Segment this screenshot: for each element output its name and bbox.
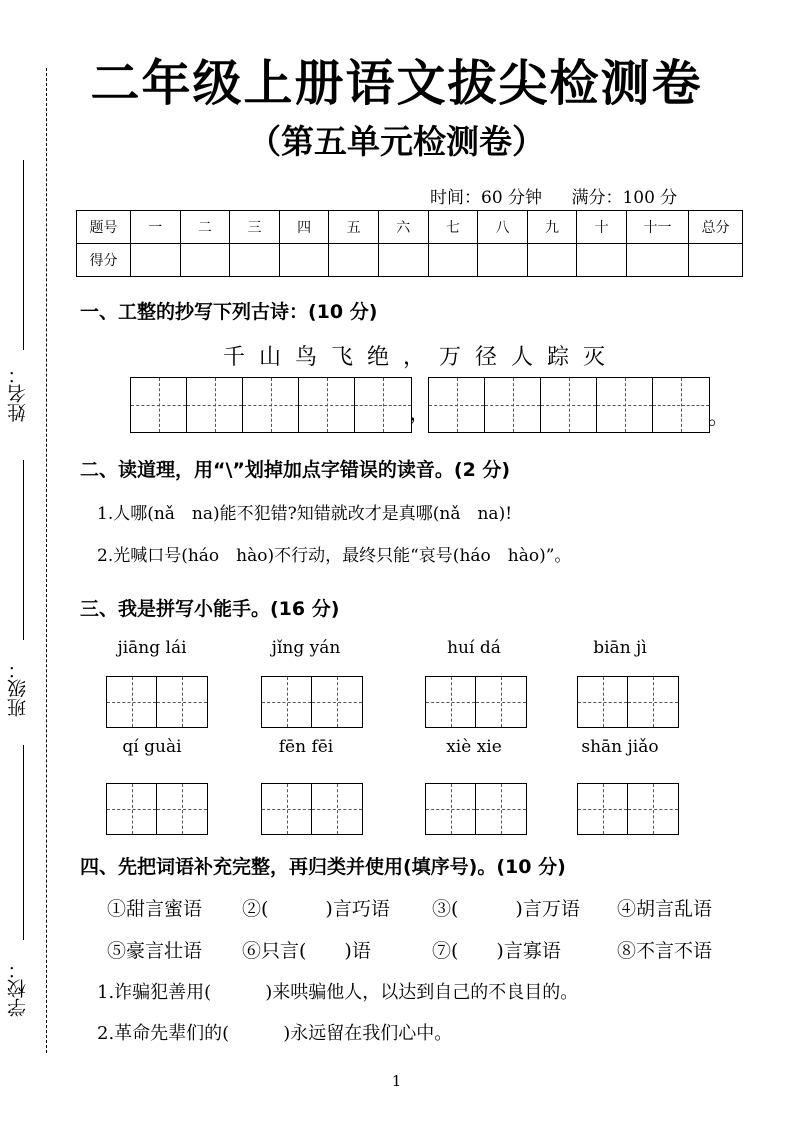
pinyin-label: huí dá bbox=[447, 638, 501, 658]
exam-meta bbox=[430, 183, 701, 208]
pinyin-label: fēn fēi bbox=[278, 737, 334, 757]
pinyin-label: qí guài bbox=[122, 737, 182, 757]
score-input-cell[interactable] bbox=[428, 244, 478, 277]
poem-comma: ， bbox=[409, 401, 432, 426]
writing-cell[interactable] bbox=[426, 784, 476, 834]
writing-cell[interactable] bbox=[476, 784, 526, 834]
score-input-cell[interactable] bbox=[478, 244, 528, 277]
pinyin-answer-grid[interactable] bbox=[577, 676, 679, 728]
section2-question-1: 1.人哪(nǎ na)能不犯错?知错就改才是真哪(nǎ na)! bbox=[97, 504, 513, 524]
pinyin-label: xiè xie bbox=[446, 737, 502, 757]
pinyin-answer-grid[interactable] bbox=[106, 783, 208, 835]
idiom-option: ⑥只言( )语 bbox=[242, 940, 371, 962]
writing-cell[interactable] bbox=[628, 677, 678, 727]
idiom-option: ⑦( )言寡语 bbox=[432, 940, 561, 962]
section1-heading: 一、工整的抄写下列古诗：(10 分) bbox=[80, 301, 378, 323]
writing-cell[interactable] bbox=[312, 677, 362, 727]
idiom-option: ②( )言巧语 bbox=[242, 898, 390, 920]
section3-heading: 三、我是拼写小能手。(16 分) bbox=[80, 598, 340, 620]
pinyin-answer-grid[interactable] bbox=[577, 783, 679, 835]
page-number: 1 bbox=[391, 1072, 402, 1090]
section2-question-2: 2.光喊口号(háo hào)不行动，最终只能“哀号(háo hào)”。 bbox=[97, 546, 572, 566]
idiom-option: ④胡言乱语 bbox=[617, 898, 713, 920]
poem-line: 千山鸟飞绝，万径人踪灭 bbox=[223, 345, 620, 370]
writing-cell[interactable] bbox=[107, 784, 157, 834]
writing-cell[interactable] bbox=[157, 784, 207, 834]
page-title: 二年级上册语文拔尖检测卷 bbox=[90, 55, 703, 112]
writing-cell[interactable] bbox=[578, 677, 628, 727]
score-input-cell[interactable] bbox=[577, 244, 627, 277]
class-label: 班级： bbox=[7, 660, 29, 717]
section4-question-2: 2.革命先辈们的( )永远留在我们心中。 bbox=[97, 1023, 453, 1044]
score-header-cell: 八 bbox=[478, 211, 528, 244]
score-header-cell: 二 bbox=[180, 211, 230, 244]
score-input-cell[interactable] bbox=[627, 244, 689, 277]
idiom-option: ⑧不言不语 bbox=[617, 940, 713, 962]
writing-cell[interactable] bbox=[355, 378, 411, 432]
writing-cell[interactable] bbox=[187, 378, 243, 432]
pinyin-label: jiāng lái bbox=[117, 638, 187, 658]
score-input-cell[interactable] bbox=[527, 244, 577, 277]
school-label: 学校： bbox=[7, 960, 29, 1017]
writing-cell[interactable] bbox=[476, 677, 526, 727]
pinyin-answer-grid[interactable] bbox=[261, 783, 363, 835]
name-blank[interactable] bbox=[23, 160, 24, 350]
section4-question-1: 1.诈骗犯善用( )来哄骗他人，以达到自己的不良目的。 bbox=[97, 982, 579, 1003]
score-header-cell: 一 bbox=[131, 211, 181, 244]
score-input-cell[interactable] bbox=[378, 244, 428, 277]
writing-cell[interactable] bbox=[243, 378, 299, 432]
writing-cell[interactable] bbox=[578, 784, 628, 834]
score-header-cell: 六 bbox=[378, 211, 428, 244]
score-header-cell: 五 bbox=[329, 211, 379, 244]
score-header-cell: 十 bbox=[577, 211, 627, 244]
score-input-cell[interactable] bbox=[689, 244, 743, 277]
idiom-option: ③( )言万语 bbox=[432, 898, 580, 920]
pinyin-answer-grid[interactable] bbox=[425, 676, 527, 728]
score-header-cell: 四 bbox=[279, 211, 329, 244]
pinyin-label: shān jiǎo bbox=[581, 737, 659, 757]
poem-period: 。 bbox=[708, 405, 731, 430]
score-table bbox=[76, 210, 743, 277]
writing-cell[interactable] bbox=[426, 677, 476, 727]
score-input-cell[interactable] bbox=[230, 244, 280, 277]
score-header-cell: 十一 bbox=[627, 211, 689, 244]
class-blank[interactable] bbox=[23, 460, 24, 640]
score-input-cell[interactable] bbox=[279, 244, 329, 277]
section4-heading: 四、先把词语补充完整，再归类并使用(填序号)。(10 分) bbox=[80, 856, 566, 878]
score-table-header-row bbox=[77, 211, 743, 244]
binding-line bbox=[46, 68, 47, 1053]
copy-grid-left[interactable] bbox=[130, 377, 412, 433]
writing-cell[interactable] bbox=[541, 378, 597, 432]
section2-heading: 二、读道理，用“\”划掉加点字错误的读音。(2 分) bbox=[80, 459, 511, 481]
score-input-cell[interactable] bbox=[180, 244, 230, 277]
score-header-cell: 三 bbox=[230, 211, 280, 244]
full-score: 满分：100 分 bbox=[571, 188, 678, 208]
writing-cell[interactable] bbox=[131, 378, 187, 432]
pinyin-label: jǐng yán bbox=[271, 638, 341, 658]
pinyin-answer-grid[interactable] bbox=[425, 783, 527, 835]
writing-cell[interactable] bbox=[157, 677, 207, 727]
score-header-cell: 题号 bbox=[77, 211, 131, 244]
writing-cell[interactable] bbox=[653, 378, 709, 432]
score-header-cell: 七 bbox=[428, 211, 478, 244]
writing-cell[interactable] bbox=[429, 378, 485, 432]
score-row-label: 得分 bbox=[77, 244, 131, 277]
idiom-option: ⑤豪言壮语 bbox=[107, 940, 203, 962]
pinyin-label: biān jì bbox=[593, 638, 647, 658]
writing-cell[interactable] bbox=[262, 677, 312, 727]
pinyin-answer-grid[interactable] bbox=[261, 676, 363, 728]
writing-cell[interactable] bbox=[262, 784, 312, 834]
score-input-cell[interactable] bbox=[329, 244, 379, 277]
writing-cell[interactable] bbox=[597, 378, 653, 432]
copy-grid-right[interactable] bbox=[428, 377, 710, 433]
writing-cell[interactable] bbox=[485, 378, 541, 432]
pinyin-answer-grid[interactable] bbox=[106, 676, 208, 728]
score-table-score-row bbox=[77, 244, 743, 277]
idiom-option: ①甜言蜜语 bbox=[107, 898, 203, 920]
writing-cell[interactable] bbox=[312, 784, 362, 834]
score-header-cell: 总分 bbox=[689, 211, 743, 244]
score-header-cell: 九 bbox=[527, 211, 577, 244]
writing-cell[interactable] bbox=[628, 784, 678, 834]
score-input-cell[interactable] bbox=[131, 244, 181, 277]
writing-cell[interactable] bbox=[299, 378, 355, 432]
page-subtitle: （第五单元检测卷） bbox=[248, 122, 545, 161]
name-label: 姓名： bbox=[7, 365, 29, 422]
writing-cell[interactable] bbox=[107, 677, 157, 727]
school-blank[interactable] bbox=[23, 745, 24, 940]
time-limit: 时间：60 分钟 bbox=[430, 188, 543, 208]
